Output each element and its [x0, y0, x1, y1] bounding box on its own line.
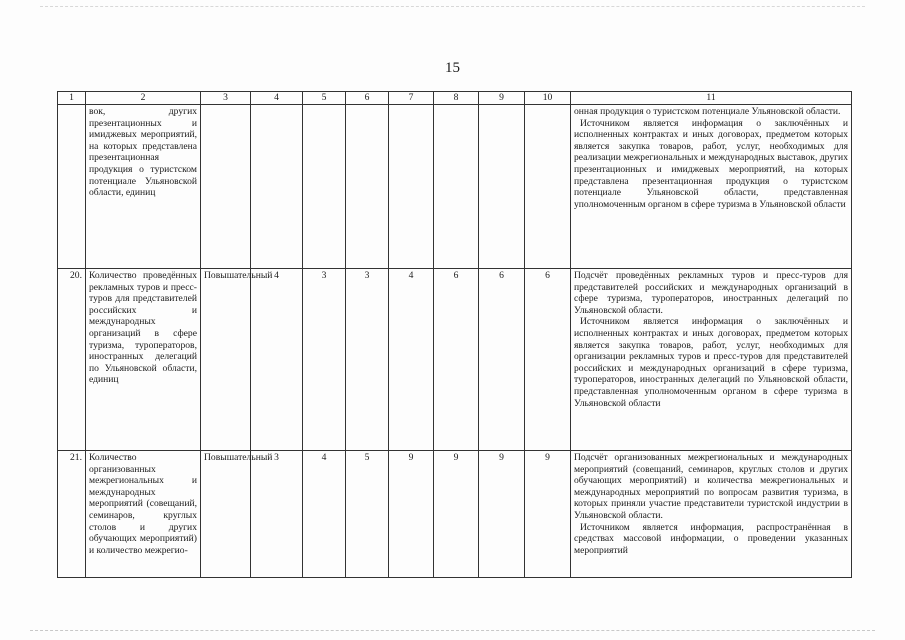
header-cell: 3 [201, 92, 251, 105]
value-cell: 3 [346, 269, 389, 451]
row-number: 20. [58, 269, 86, 451]
description-paragraph: Подсчёт организованных межрегиональных и международных мероприятий (совещаний, семинаров, круглых столов и других обучающих мероприятий) и количества межрегиональных и международных мероприятий по вопросам развития туризма, в которых приняли участие представители туристской индустрии в Ульяновской области. [574, 452, 848, 521]
value-cell: 6 [434, 269, 479, 451]
indicator-name: Количество организованных межрегиональных и международных мероприятий (совещаний, семинаров, круглых столов и других обучающих мероприятий) и количество межрегио- [86, 451, 201, 578]
scan-edge-bottom [30, 630, 875, 631]
value-cell: 3 [303, 269, 346, 451]
header-cell: 4 [251, 92, 303, 105]
header-row [58, 92, 852, 105]
value-cell: 5 [346, 451, 389, 578]
header-cell: 5 [303, 92, 346, 105]
header-cell: 1 [58, 92, 86, 105]
value-cell: 4 [303, 451, 346, 578]
indicator-name: вок, других презентационных и имиджевых мероприятий, на которых представлена презентационная продукция о туристском потенциале Ульяновской области, единиц [86, 105, 201, 269]
description-paragraph: Источником является информация, распространённая в средствах массовой информации, о проведении указанных мероприятий [574, 521, 848, 556]
value-cell: 9 [479, 451, 525, 578]
indicator-direction: Повышательный [201, 451, 251, 578]
page-number: 15 [445, 60, 460, 76]
value-cell: 4 [251, 269, 303, 451]
indicator-table [57, 91, 852, 578]
header-cell: 8 [434, 92, 479, 105]
table-row [58, 451, 852, 578]
row-number: 21. [58, 451, 86, 578]
value-cell: 3 [251, 451, 303, 578]
value-cell: 9 [389, 451, 434, 578]
value-cell: 6 [525, 269, 571, 451]
header-cell: 2 [86, 92, 201, 105]
value-cell: 6 [479, 269, 525, 451]
table-row [58, 105, 852, 269]
header-cell: 11 [571, 92, 852, 105]
description-paragraph: Источником является информация о заключённых и исполненных контрактах и иных договорах, предметом которых является закупка товаров, работ, услуг, необходимых для организации рекламных туров и пресс-туров для представителей российских и международных организаций в сфере туризма, туроператоров, иностранных делегаций по Ульяновской области, представленная уполномоченным органом в сфере туризма в Ульяновской области [574, 316, 848, 409]
header-cell: 9 [479, 92, 525, 105]
methodology-description [571, 105, 852, 269]
table-row [58, 269, 852, 451]
value-cell [525, 105, 571, 269]
value-cell [346, 105, 389, 269]
value-cell [389, 105, 434, 269]
indicator-direction [201, 105, 251, 269]
description-paragraph: Источником является информация о заключённых и исполненных контрактах и иных договорах, предметом которых является закупка товаров, работ, услуг, необходимых для реализации межрегиональных и международных выставок, других презентационных и имиджевых мероприятий, на которых представлена презентационная продукция о туристском потенциале Ульяновской области, представленная уполномоченным органом в сфере туризма в Ульяновской области [574, 117, 848, 210]
value-cell [434, 105, 479, 269]
description-paragraph: онная продукция о туристском потенциале Ульяновской области. [574, 106, 841, 117]
header-cell: 10 [525, 92, 571, 105]
value-cell: 9 [525, 451, 571, 578]
methodology-description [571, 451, 852, 578]
indicator-direction: Повышательный [201, 269, 251, 451]
value-cell [251, 105, 303, 269]
indicator-name: Количество проведённых рекламных туров и пресс-туров для представителей российских и международных организаций в сфере туризма, туроператоров, иностранных делегаций по Ульяновской области, единиц [86, 269, 201, 451]
methodology-description [571, 269, 852, 451]
description-paragraph: Подсчёт проведённых рекламных туров и пресс-туров для представителей российских и международных организаций в сфере туризма, туроператоров, иностранных делегаций по Ульяновской области. [574, 270, 848, 316]
scan-edge-top [40, 6, 865, 7]
header-cell: 6 [346, 92, 389, 105]
header-cell: 7 [389, 92, 434, 105]
value-cell: 4 [389, 269, 434, 451]
value-cell: 9 [434, 451, 479, 578]
value-cell [303, 105, 346, 269]
row-number [58, 105, 86, 269]
value-cell [479, 105, 525, 269]
